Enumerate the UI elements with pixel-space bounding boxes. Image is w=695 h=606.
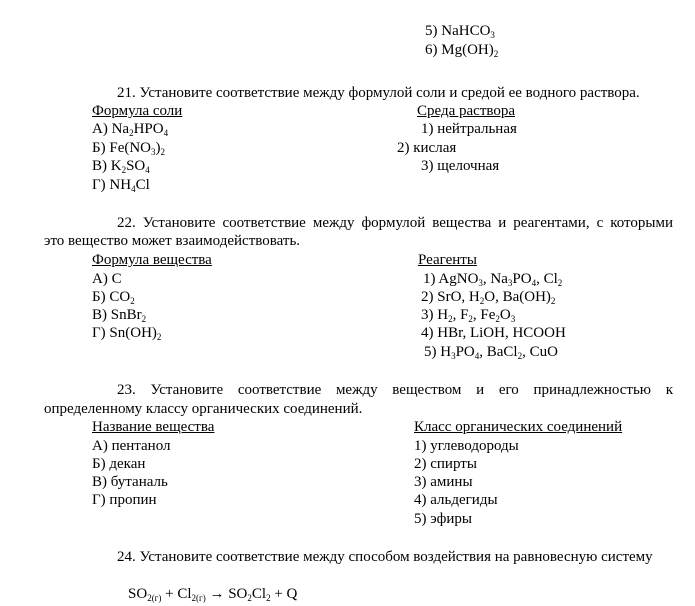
q22-right-3: 3) $H_2$, $F_2$, $Fe_2O_3$ [421,307,516,324]
q22-left-a: А) С [92,271,122,287]
q23-left-a: А) пентанол [92,438,171,454]
q21-left-c: В) $K_2SO_4$ [92,158,150,175]
q23-left-c: В) бутаналь [92,474,168,490]
q21-right-header: Среда раствора [417,103,516,119]
q23-right-2: 2) спирты [414,456,477,472]
q23-title-line2: определенному классу органических соединений. [44,401,363,417]
q21-left-a: А) $Na_2HPO_4$ [92,121,169,138]
q23-left-d: Г) пропин [92,492,157,508]
q23-title-line1: 23. Установите соответствие между веществом и его принадлежностью к [117,382,673,398]
q21-title: 21. Установите соответствие между формулой соли и средой ее водного раствора. [117,85,640,101]
option-6: 6) $Mg(OH)_2$ [425,42,499,59]
q23-right-4: 4) альдегиды [414,492,498,508]
q23-right-3: 3) амины [414,474,473,490]
q22-right-4: 4) HBr, LiOH, HCOOH [421,325,566,341]
q21-right-1: 1) нейтральная [421,121,517,137]
q22-title-line2: это вещество может взаимодействовать. [44,233,301,249]
q21-left-d: Г) $NH_4Cl$ [92,177,150,194]
option-5: 5) NaHCO$_3$ [425,23,495,40]
q22-right-5: 5) $H_3PO_4$, BaCl$_2$, CuO [424,344,558,361]
q23-right-5: 5) эфиры [414,511,472,527]
q22-title-line1: 22. Установите соответствие между формулой вещества и реагентами, с которыми [117,215,673,231]
q24-equation: $SO_{2(г)} + Cl_{2(г)} \to SO_2Cl_2 + Q$ [128,586,298,603]
q22-right-2: 2) SrO, $H_2O$, $Ba(OH)_2$ [421,289,556,306]
q22-right-1: 1) AgNO$_3$, $Na_3PO_4$, $Cl_2$ [423,271,563,288]
q21-left-header: Формула соли [92,103,183,119]
q23-left-b: Б) декан [92,456,146,472]
q21-right-2: 2) кислая [397,140,457,156]
q23-right-1: 1) углеводороды [414,438,519,454]
q22-left-header: Формула вещества [92,252,212,268]
q22-left-d: Г) $Sn(OH)_2$ [92,325,162,342]
q22-left-c: В) SnBr$_2$ [92,307,147,324]
q24-title: 24. Установите соответствие между способом воздействия на равновесную систему [117,549,653,565]
q21-left-b: Б) $Fe(NO_3)_2$ [92,140,166,157]
q23-left-header: Название вещества [92,419,215,435]
q22-right-header: Реагенты [418,252,477,268]
q21-right-3: 3) щелочная [421,158,500,174]
q22-left-b: Б) $CO_2$ [92,289,135,306]
q23-right-header: Класс органических соединений [414,419,623,435]
